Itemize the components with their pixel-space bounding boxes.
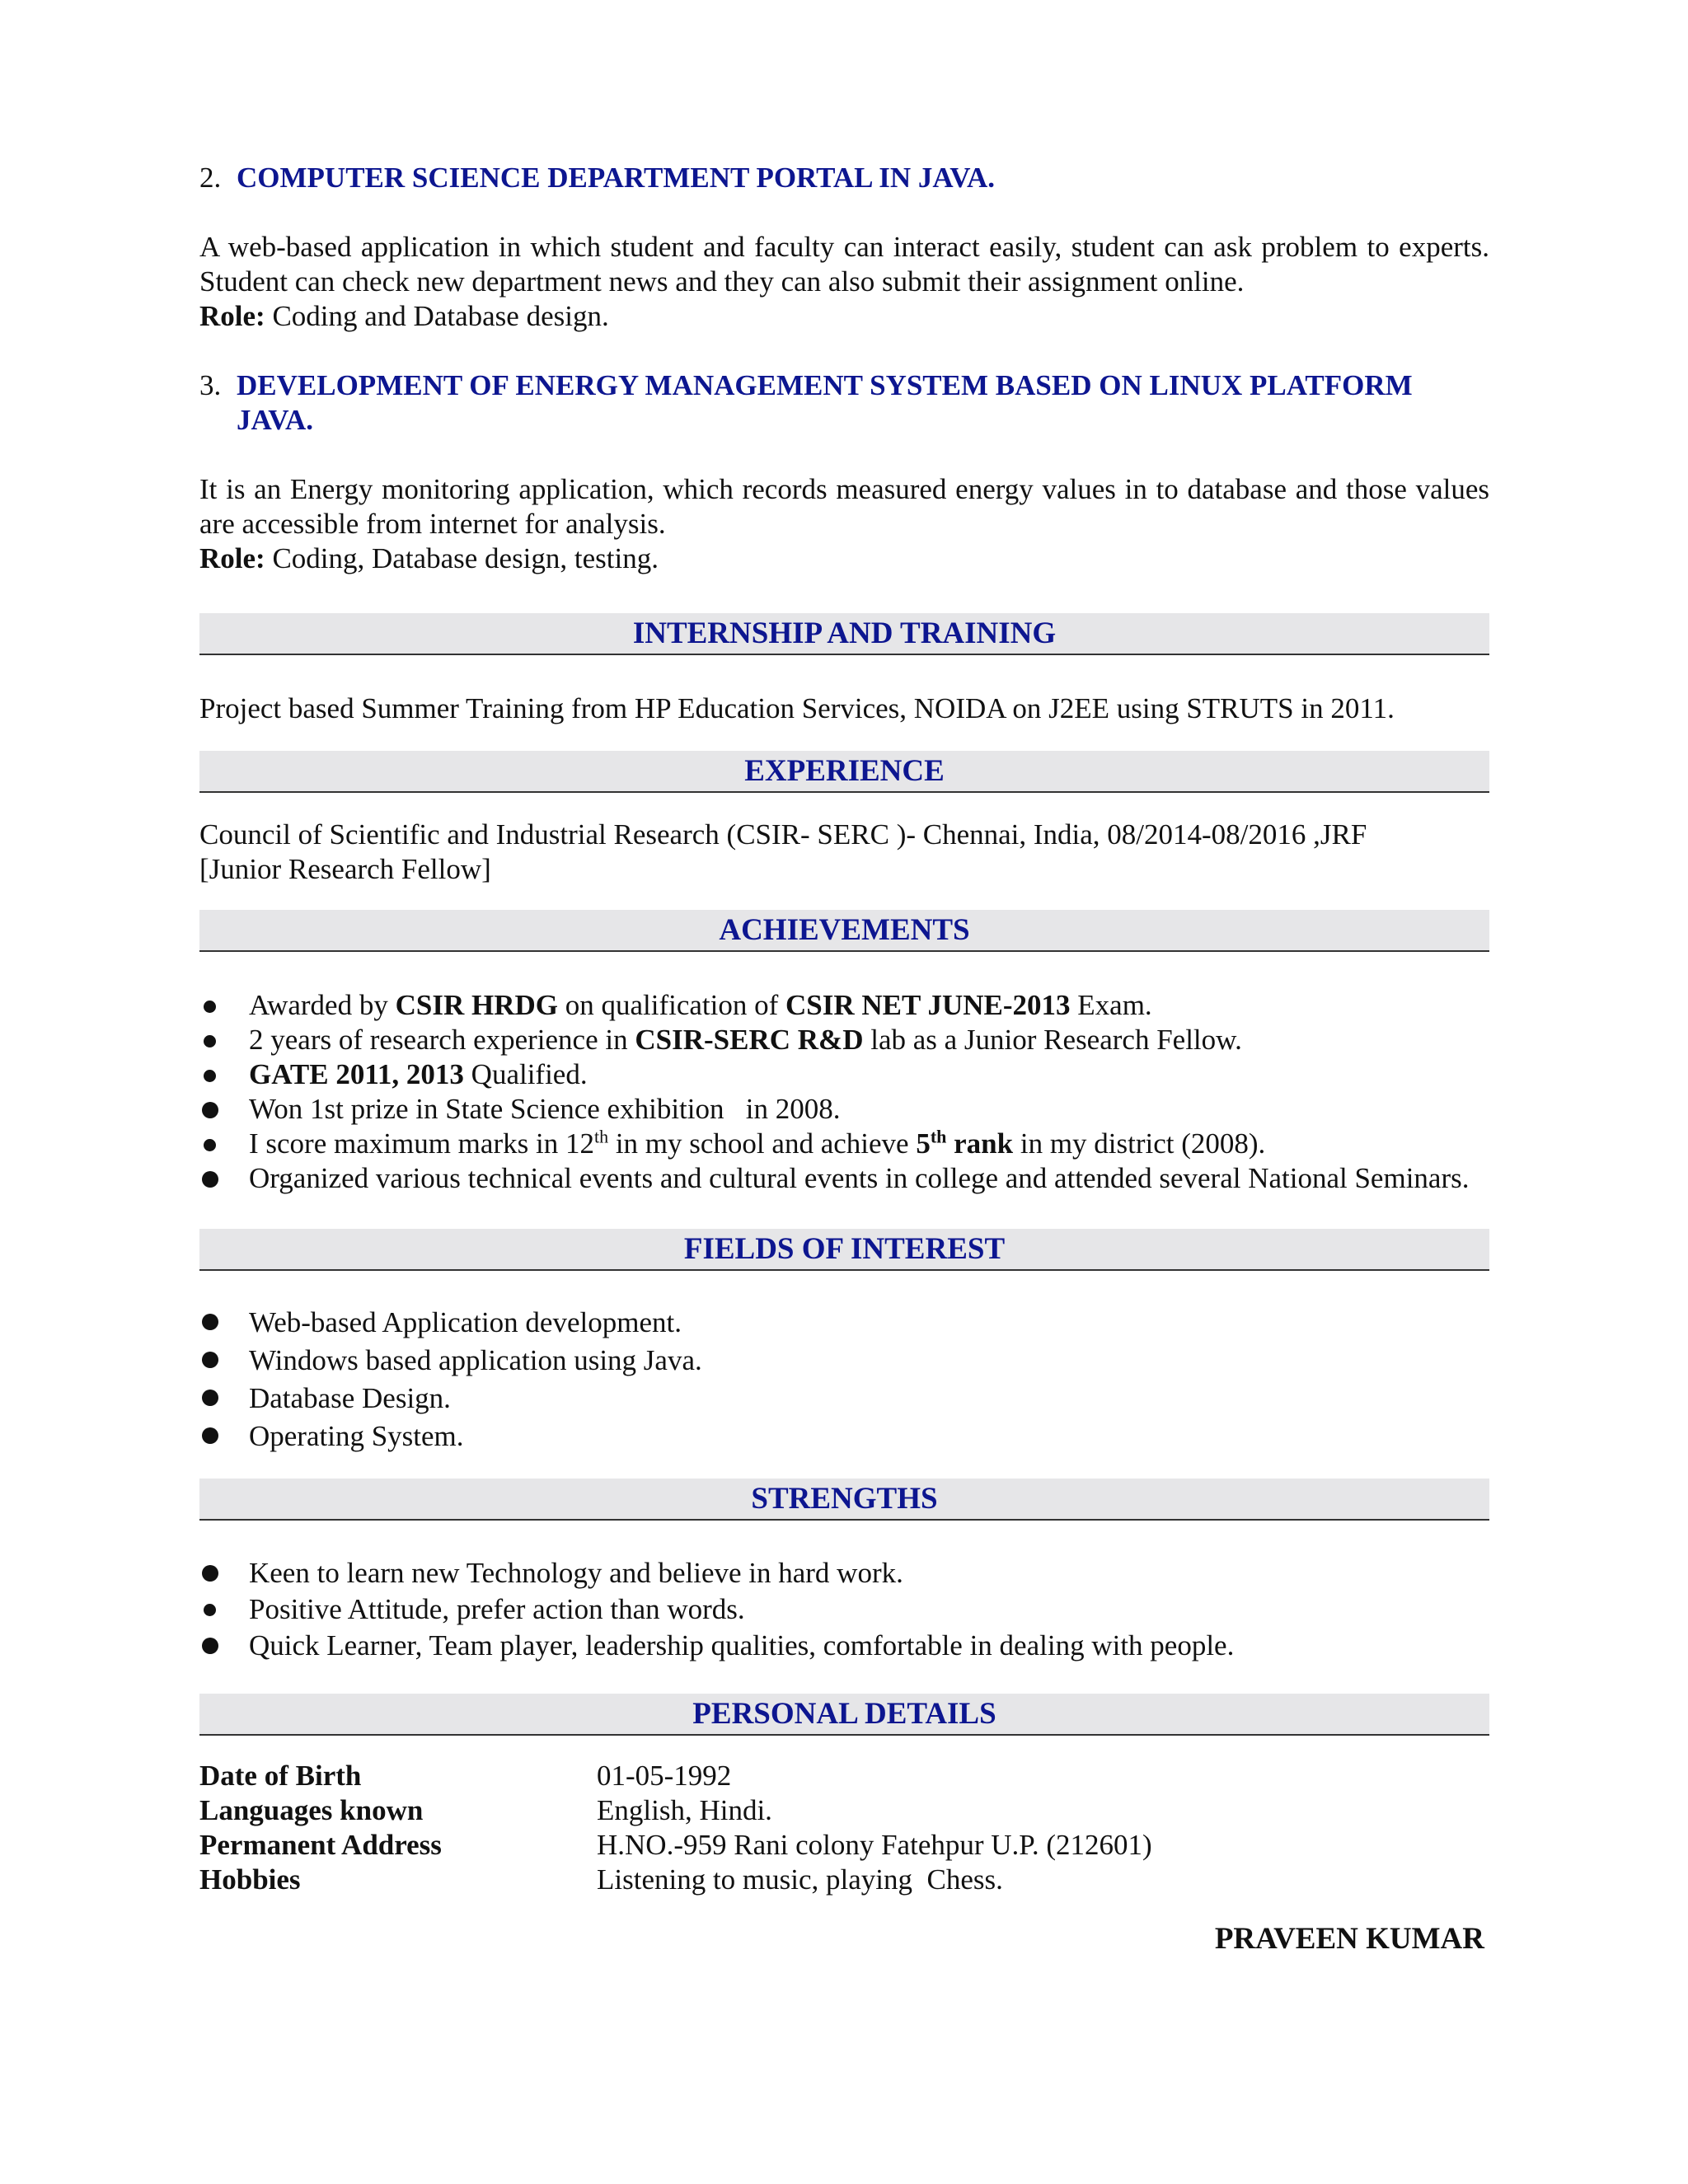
role-label: Role: — [199, 542, 265, 574]
list-item — [199, 1023, 1489, 1057]
project-number: 2. — [199, 162, 222, 194]
role-text: Coding and Database design. — [265, 300, 609, 332]
role-label: Role: — [199, 300, 265, 332]
text-run: on qualification of — [557, 989, 786, 1021]
section-heading-experience: EXPERIENCE — [199, 751, 1489, 793]
text-run: in my district (2008). — [1013, 1127, 1266, 1160]
superscript: th — [593, 1126, 609, 1147]
experience-line-2: [Junior Research Fellow] — [199, 853, 491, 885]
bullet-icon — [204, 1070, 216, 1082]
text-run: Database Design. — [249, 1382, 451, 1414]
section-heading-strengths: STRENGTHS — [199, 1479, 1489, 1521]
list-item — [199, 1342, 1489, 1380]
text-run-bold: 5 — [916, 1127, 931, 1160]
text-run: 2 years of research experience in — [249, 1024, 635, 1056]
text-run: lab as a Junior Research Fellow. — [863, 1024, 1242, 1056]
text-run: Windows based application using Java. — [249, 1344, 702, 1376]
list-item — [199, 1057, 1489, 1092]
project-3-description: It is an Energy monitoring application, which records measured energy values in to database and those values are accessible from internet for analysis. — [199, 473, 1489, 540]
list-item — [199, 1304, 1489, 1342]
project-3-role — [199, 541, 1489, 576]
text-run-bold: rank — [946, 1127, 1014, 1160]
interests-list — [199, 1304, 1489, 1455]
list-item — [199, 1380, 1489, 1418]
detail-label: Permanent Address — [199, 1829, 442, 1861]
detail-value: Listening to music, playing Chess. — [597, 1863, 1003, 1896]
bullet-icon — [202, 1171, 218, 1188]
project-title-text: DEVELOPMENT OF ENERGY MANAGEMENT SYSTEM BASED ON LINUX PLATFORM JAVA. — [237, 369, 1413, 436]
list-item — [199, 1591, 1489, 1628]
text-run: Qualified. — [463, 1058, 588, 1090]
list-item — [199, 1555, 1489, 1591]
section-heading-personal: PERSONAL DETAILS — [199, 1694, 1489, 1736]
bullet-icon — [202, 1427, 218, 1444]
signature-name: PRAVEEN KUMAR — [1214, 1922, 1484, 1956]
superscript: th — [930, 1126, 947, 1147]
text-run: Positive Attitude, prefer action than words. — [249, 1593, 745, 1625]
text-run: I score maximum marks in 12 — [249, 1127, 594, 1160]
detail-value: English, Hindi. — [597, 1794, 772, 1826]
list-item — [199, 1127, 1489, 1161]
project-2-description: A web-based application in which student and faculty can interact easily, student can ask problem to experts. Student can check new department news and they can also submit their assignment online. — [199, 231, 1489, 298]
text-run: Exam. — [1070, 989, 1152, 1021]
bullet-icon — [202, 1352, 218, 1368]
experience-line-1: Council of Scientific and Industrial Research (CSIR- SERC )- Chennai, India, 08/2014-08/2016 ,JRF — [199, 818, 1367, 851]
list-item — [199, 1418, 1489, 1455]
text-run: Web-based Application development. — [249, 1306, 682, 1338]
text-run: Keen to learn new Technology and believe in hard work. — [249, 1557, 903, 1589]
project-2-title — [199, 161, 1489, 195]
project-number: 3. — [199, 369, 222, 401]
text-run: Awarded by — [249, 989, 396, 1021]
personal-details-table — [199, 1759, 1489, 1897]
achievements-list — [199, 988, 1489, 1196]
internship-text: Project based Summer Training from HP Education Services, NOIDA on J2EE using STRUTS in 2011. — [199, 692, 1395, 724]
detail-label: Date of Birth — [199, 1760, 362, 1792]
bullet-icon — [202, 1314, 218, 1330]
role-text: Coding, Database design, testing. — [265, 542, 659, 574]
detail-label: Hobbies — [199, 1863, 301, 1896]
section-heading-achievements: ACHIEVEMENTS — [199, 910, 1489, 952]
detail-value: H.NO.-959 Rani colony Fatehpur U.P. (212601) — [597, 1829, 1152, 1861]
project-title-text: COMPUTER SCIENCE DEPARTMENT PORTAL IN JAVA. — [237, 162, 995, 194]
bullet-icon — [204, 1139, 216, 1151]
text-run: Organized various technical events and cultural events in college and attended several National Seminars. — [249, 1162, 1470, 1194]
bullet-icon — [202, 1565, 218, 1582]
project-2-role — [199, 299, 1489, 334]
text-run: Quick Learner, Team player, leadership qualities, comfortable in dealing with people. — [249, 1629, 1235, 1661]
project-3-title — [199, 368, 1489, 438]
list-item — [199, 1161, 1489, 1196]
bullet-icon — [202, 1638, 218, 1654]
text-run: Operating System. — [249, 1420, 464, 1452]
text-run: in my school and achieve — [608, 1127, 917, 1160]
detail-label: Languages known — [199, 1794, 424, 1826]
strengths-list — [199, 1555, 1489, 1664]
bullet-icon — [204, 1604, 216, 1616]
resume-content — [199, 161, 1489, 1957]
text-run-bold: GATE 2011, 2013 — [249, 1058, 464, 1090]
list-item — [199, 1092, 1489, 1127]
bullet-icon — [202, 1390, 218, 1406]
text-run-bold: CSIR NET JUNE-2013 — [785, 989, 1071, 1021]
bullet-icon — [204, 1001, 216, 1013]
section-heading-internship: INTERNSHIP AND TRAINING — [199, 613, 1489, 655]
section-heading-interests: FIELDS OF INTEREST — [199, 1229, 1489, 1271]
text-run-bold: CSIR HRDG — [395, 989, 558, 1021]
bullet-icon — [202, 1102, 218, 1118]
text-run: Won 1st prize in State Science exhibition in 2008. — [249, 1093, 841, 1125]
list-item — [199, 988, 1489, 1023]
text-run-bold: CSIR-SERC R&D — [635, 1024, 864, 1056]
detail-value: 01-05-1992 — [597, 1760, 732, 1792]
bullet-icon — [204, 1035, 216, 1047]
list-item — [199, 1628, 1489, 1664]
